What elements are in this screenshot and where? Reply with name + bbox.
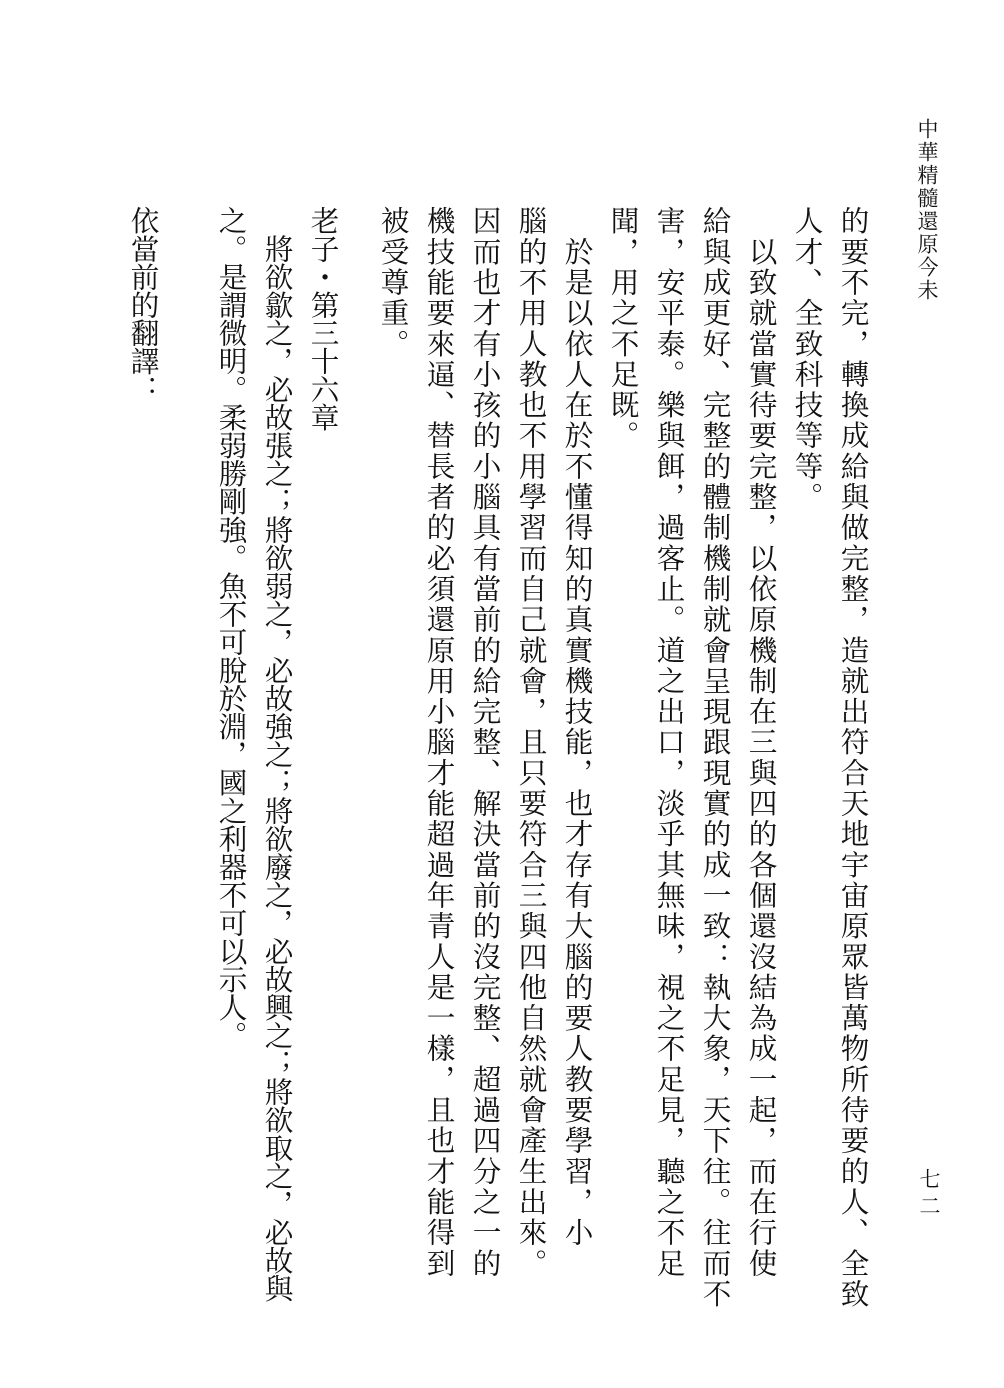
chapter-heading: 老子・第三十六章	[306, 206, 341, 431]
text-column-1: 的要不完，轉換成給與做完整，造就出符合天地宇宙原眾皆萬物所待要的人、全致	[836, 206, 871, 1310]
text-column-8: 腦的不用人教也不用學習而自己就會，且只要符合三與四他自然就會產生出來。	[514, 206, 549, 1279]
translation-intro: 依當前的翻譯：	[126, 206, 161, 403]
text-column-3: 以致就當實待要完整，以依原機制在三與四的各個還沒結為成一起，而在行使	[744, 206, 779, 1279]
quote-column-2: 之。是謂微明。柔弱勝剛強。魚不可脫於淵，國之利器不可以示人。	[214, 206, 249, 1049]
page-number: 七二	[917, 1168, 941, 1222]
text-column-11: 被受尊重。	[376, 206, 411, 360]
text-column-4: 給與成更好、完整的體制機制就會呈現跟現實的成一致：執大象，天下往。往而不	[698, 206, 733, 1310]
text-column-10: 機技能要來逼、替長者的必須還原用小腦才能超過年青人是一樣，且也才能得到	[422, 206, 457, 1279]
text-column-5: 害，安平泰。樂與餌，過客止。道之出口，淡乎其無味，視之不足見，聽之不足	[652, 206, 687, 1279]
quote-column-1: 將欲歙之，必故張之；將欲弱之，必故強之；將欲廢之，必故興之；將欲取之，必故與	[260, 206, 295, 1302]
text-column-9: 因而也才有小孩的小腦具有當前的給完整、解決當前的沒完整、超過四分之一的	[468, 206, 503, 1279]
text-column-6: 聞，用之不足既。	[606, 206, 641, 452]
text-column-7: 於是以依人在於不懂得知的真實機技能，也才存有大腦的要人教要學習，小	[560, 206, 595, 1249]
text-column-2: 人才、全致科技等等。	[790, 206, 825, 513]
running-header-title: 中華精髓還原今未	[915, 118, 939, 302]
